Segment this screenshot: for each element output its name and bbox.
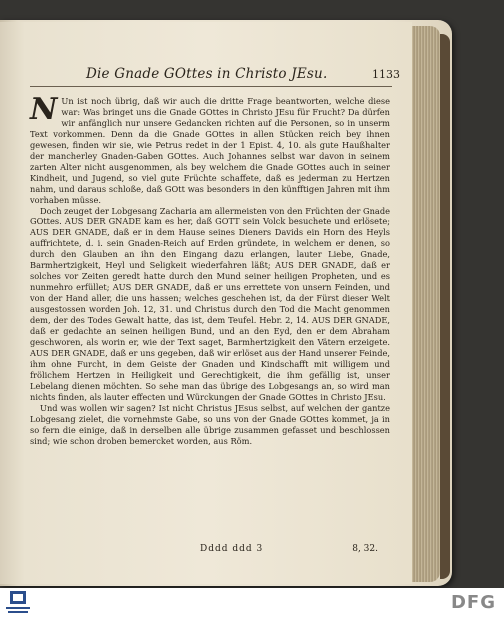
page-footer	[30, 544, 390, 556]
header-rule	[30, 86, 392, 87]
page-number: 1133	[372, 68, 400, 81]
library-logo-icon	[4, 590, 32, 615]
running-head: Die Gnade GOttes in Christo JEsu.	[86, 66, 328, 82]
dfg-logo: DFG	[450, 592, 496, 613]
viewer-footer-bar	[0, 588, 504, 617]
paragraph-1	[30, 92, 390, 206]
drop-cap: N	[30, 92, 58, 127]
book-cover-edge	[440, 34, 450, 579]
book-page	[0, 22, 412, 584]
signature-mark: Dddd ddd 3	[200, 544, 264, 554]
paragraph-3: Und was wollen wir sagen? Ist nicht Christus JEsus selbst, auf welchen der gantze Lobgesang zielet, die vornehmste Gabe, so uns von der Gnade GOttes kommet, ja in so fern die einige, daß in derselben alle übrige zusammen gefasset und beschlossen sind; wie schon droben bemercket worden, aus Röm.	[30, 402, 390, 446]
catchword: 8, 32.	[352, 544, 378, 554]
paragraph-2: Doch zeuget der Lobgesang Zacharia am allermeisten von den Früchten der Gnade GOttes. AUS DER GNADE kam es her, daß GOTT sein Volck besuchete und erlösete; AUS DER GNADE, daß er in dem Hause seines Dieners Davids ein Horn des Heyls auffrichtete, d. i. sein Gnaden-Reich auf Erden gründete, in welchem er denen, so durch den Glauben an ihn den Eingang dazu erlangen, lauter Liebe, Gnade, Barmhertzigkeit, Heyl und Seligkeit wiederfahren läßt; AUS DER GNADE, daß er solches vor Zeiten geredt hatte durch den Mund seiner heiligen Propheten, und es nunmehro erfüllet; AUS DER GNADE, daß er uns errettete von unsern Feinden, und von der Hand aller, die uns hassen; welches geschehen ist, da der Fürst dieser Welt ausgestossen worden Joh. 12, 31. und Christus durch den Tod die Macht genommen dem, der des Todes Gewalt hatte, das ist, dem Teufel. Hebr. 2, 14. AUS DER GNADE, daß er gedachte an seinen heiligen Bund, und an den Eyd, den er dem Abraham geschworen, als worin er, wie der Text saget, Barmhertzigkeit den Vätern erzeigete. AUS DER GNADE, daß er uns gegeben, daß wir erlöset aus der Hand unserer Feinde, ihm ohne Furcht, in dem Geiste der Gnaden und Kindschafft mit willigem und frölichem Hertzen in Heiligkeit und Gerechtigkeit, die ihm gefällig ist, unser Lebelang dienen möchten. So sehe man das übrige des Lobgesangs an, so wird man nichts finden, als lauter effecten und Würckungen der Gnade GOttes in Christo JEsu.	[30, 205, 390, 402]
paragraph-1-text: Un ist noch übrig, daß wir auch die dritte Frage beantworten, welche diese war: Was bringet uns die Gnade GOttes in Christo JEsu für Frucht? Da dürfen wir anfänglich nur unsere Gedancken richten auf die Personen, so in unserm Text vorkommen. Denn da die Gnade GOttes in allen Stücken reich bey ihnen gewesen, finden wir sie, wie Petrus redet in der 1 Epist. 4, 10. als gute Haußhalter der mancherley Gnaden-Gaben GOttes. Auch Johannes selbst war davon in seinem zarten Alter nicht ausgenommen, als bey welchem die Gnade GOttes auch in seiner Kindheit, und Jugend, so viel gute Früchte schaffete, daß es jederman zu Hertzen nahm, und daraus schloße, daß GOtt was besonders in den künfftigen Jahren mit ihm vorhaben müsse.	[30, 96, 390, 205]
body-text	[30, 92, 390, 447]
